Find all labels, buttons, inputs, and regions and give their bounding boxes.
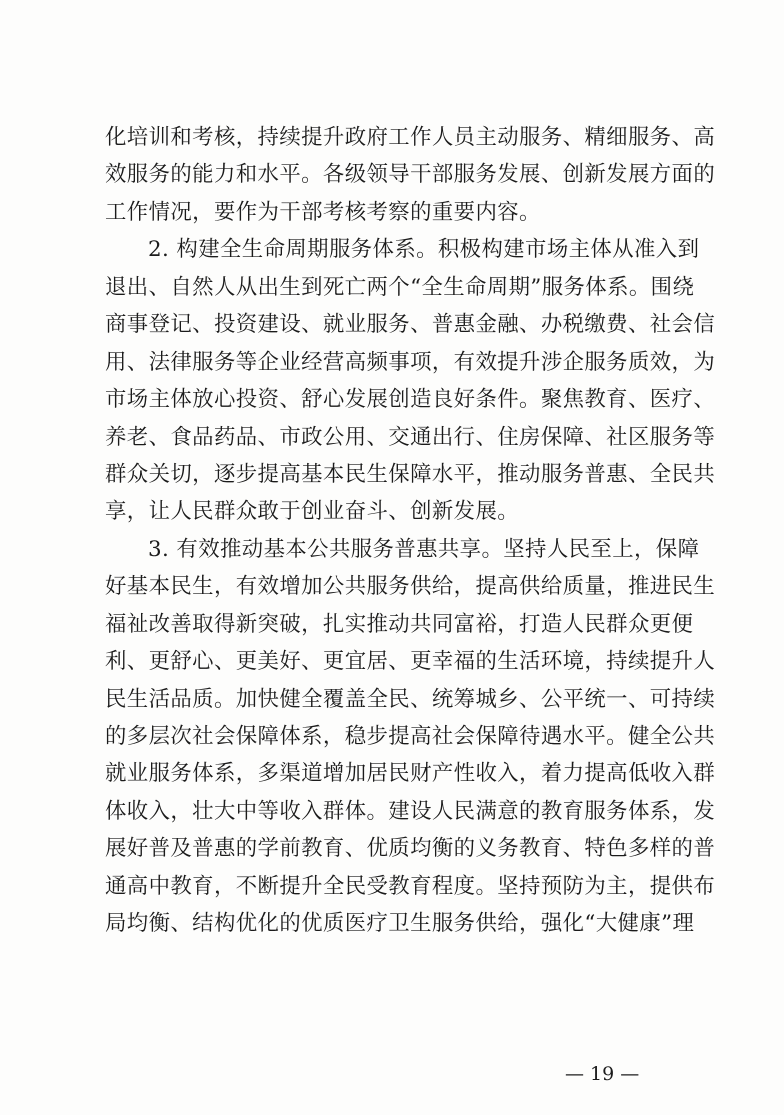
text-line: 2. 构建全生命周期服务体系。积极构建市场主体从准入到	[148, 237, 700, 263]
text-line: 局均衡、结构优化的优质医疗卫生服务供给，强化“大健康”理	[105, 911, 695, 937]
text-line: 化培训和考核，持续提升政府工作人员主动服务、精细服务、高	[105, 125, 716, 150]
paragraph-1	[105, 119, 716, 231]
text-line: 用、法律服务等企业经营高频事项，有效提升涉企服务质效，为	[105, 349, 716, 375]
text-line: 利、更舒心、更美好、更宜居、更幸福的生活环境，持续提升人	[105, 649, 716, 675]
text-line: 体收入，壮大中等收入群体。建设人民满意的教育服务体系，发	[105, 798, 716, 824]
text-line: 的多层次社会保障体系，稳步提高社会保障待遇水平。健全公共	[105, 724, 716, 749]
text-line: 工作情况，要作为干部考核考察的重要内容。	[105, 199, 541, 225]
text-line: 好基本民生，有效增加公共服务供给，提高供给质量，推进民生	[105, 574, 716, 600]
text-line: 效服务的能力和水平。各级领导干部服务发展、创新发展方面的	[105, 162, 716, 188]
text-line: 通高中教育，不断提升全民受教育程度。坚持预防为主，提供布	[105, 873, 716, 899]
text-line: 市场主体放心投资、舒心发展创造良好条件。聚焦教育、医疗、	[105, 387, 716, 413]
paragraph-3	[105, 531, 716, 943]
paragraph-2	[105, 231, 716, 531]
text-line: 退出、自然人从出生到死亡两个“全生命周期”服务体系。围绕	[105, 274, 695, 300]
text-line: 养老、食品药品、市政公用、交通出行、住房保障、社区服务等	[105, 424, 716, 450]
page-number: — 19 —	[565, 1063, 640, 1085]
text-line: 展好普及普惠的学前教育、优质均衡的义务教育、特色多样的普	[105, 836, 716, 862]
text-line: 福祉改善取得新突破，扎实推动共同富裕，打造人民群众更便	[105, 611, 694, 637]
text-line: 享，让人民群众敢于创业奋斗、创新发展。	[105, 499, 520, 525]
text-line: 民生活品质。加快健全覆盖全民、统筹城乡、公平统一、可持续	[105, 686, 716, 712]
text-line: 就业服务体系，多渠道增加居民财产性收入，着力提高低收入群	[105, 761, 716, 787]
body-text	[105, 119, 716, 943]
text-line: 商事登记、投资建设、就业服务、普惠金融、办税缴费、社会信	[105, 312, 716, 338]
text-line: 3. 有效推动基本公共服务普惠共享。坚持人民至上，保障	[148, 536, 700, 562]
text-line: 群众关切，逐步提高基本民生保障水平，推动服务普惠、全民共	[105, 461, 716, 487]
